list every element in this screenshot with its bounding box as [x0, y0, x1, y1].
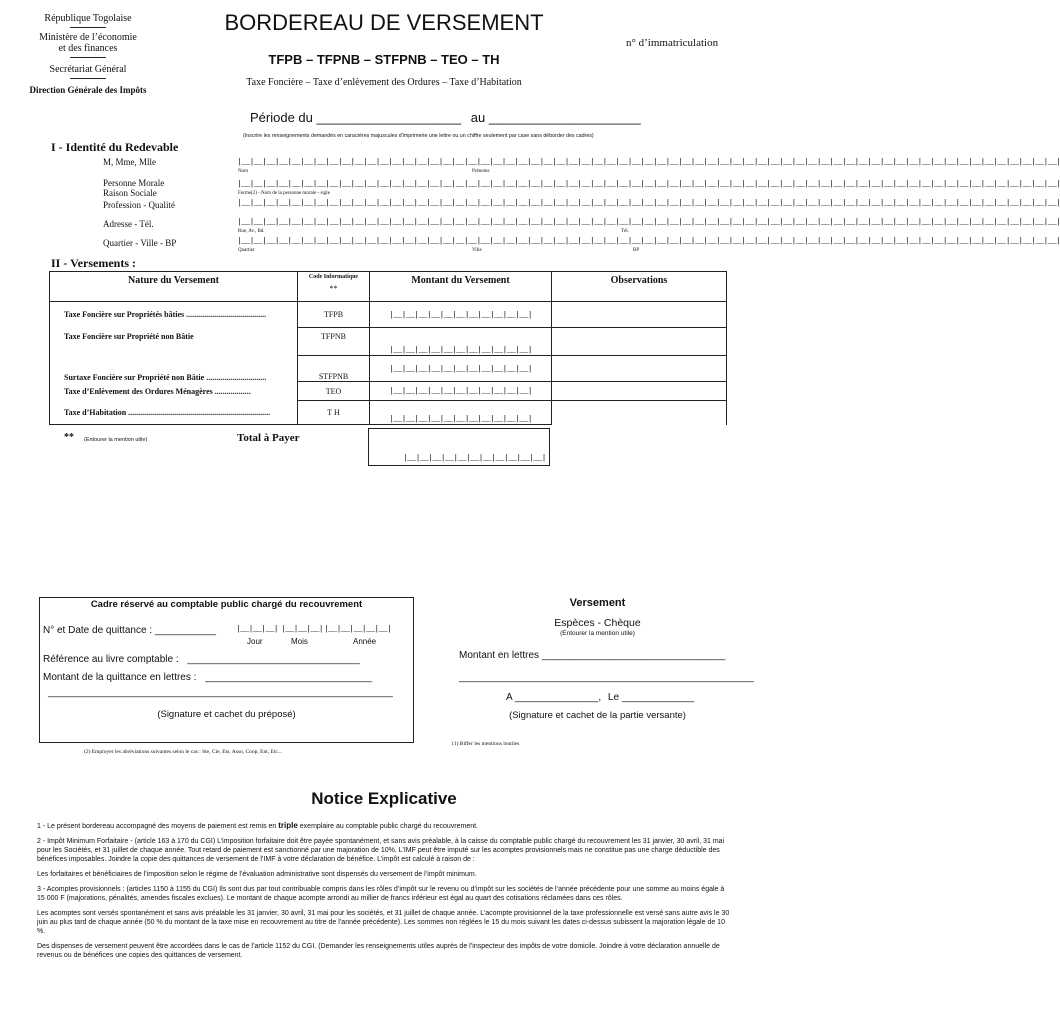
raison-sociale-sub: Forme(2) - Nom de la personne morale - sigle: [238, 191, 330, 196]
notice-text: exemplaire au comptable public chargé du recouvrement.: [299, 823, 478, 830]
notice-title: Notice Explicative: [311, 789, 457, 808]
periode-instruction: (Inscrire les renseignements demandés en caractères majuscules d'imprimerie une lettre ou un chiffre seulement par case sans déborder des cadres): [243, 133, 594, 139]
nature-cell: Taxe d’Enlèvement des Ordures Ménagères ..................: [50, 382, 298, 401]
versement-modes-note: (Entourer la mention utile): [560, 630, 635, 637]
direction-label: Direction Générale des Impôts: [29, 85, 147, 95]
observations-cell[interactable]: [552, 328, 727, 356]
code-cell[interactable]: TEO: [298, 382, 370, 401]
amount-boxes[interactable]: |__|__|__|__|__|__|__|__|__|__|__|: [389, 310, 532, 320]
versement-modes[interactable]: Espèces - Chèque: [554, 617, 641, 629]
immatriculation-label: n° d’immatriculation: [626, 37, 719, 49]
total-label: Total à Payer: [237, 432, 300, 444]
table-row: [50, 382, 727, 401]
notice-paragraph: Les forfaitaires et bénéficiaires de l’imposition selon le régime de l’évaluation administrative sont dispensés du versement de l’impôt minimum.: [37, 871, 477, 878]
montant-quittance-field[interactable]: ______________________________: [205, 672, 373, 683]
page-subtitle: TFPB – TFPNB – STFPNB – TEO – TH: [268, 52, 500, 67]
cadre-title: Cadre réservé au comptable public chargé du recouvrement: [90, 599, 363, 610]
notice-paragraph: Les acomptes sont versés spontanément et sans avis préalable les 31 janvier, 30 avril, 31 mai pour les sociétés, et 31 juillet de chaque année. L’acompte provisionnel de la taxe professionnelle est versé sans autre avis le 30 juin au plus tard de chaque année (50 % du montant de la taxe mise en recouvrement au titre de l’année précédente). Les sommes non réglées le 15 du mois suivant les dates ci-dessus subissent la majoration légale de 10 %.: [37, 910, 730, 935]
footnote-text: (Entourer la mention utile): [84, 437, 148, 443]
quittance-label: N° et Date de quittance :: [43, 625, 153, 636]
nature-cell: Taxe d’Habitation .......................................................................: [50, 401, 298, 425]
quittance-field[interactable]: ___________: [154, 625, 217, 636]
versements-table: [49, 271, 727, 425]
notice-paragraph: 2 - Impôt Minimum Forfaitaire - (article 163 à 170 du CGI) L’imposition forfaitaire doit être payée spontanément, et sans avis préalable, à la caisse du comptable public chargé du recouvrement les 31 janvier, 30 avril, 31 mai pour les Sociétés, et 31 juillet de chaque année. Tout retard de paiement est sanctionné par une majoration de 10%. L’IMF peut être imputé sur les acomptes provisionnels mais ne constitue pas une charge déductible des bénéfices imposables. Joindre la copie des quittances de versement de l’IMF à votre déclaration de bénéfice. L’impôt est calculé à raison de :: [37, 838, 725, 863]
quartier-label: Quartier - Ville - BP: [103, 238, 177, 248]
civilite-label: M, Mme, Mlle: [103, 157, 156, 167]
quittance-row: [43, 625, 216, 636]
montant-quittance-label: Montant de la quittance en lettres :: [43, 672, 197, 683]
reference-row: [43, 654, 360, 665]
date-label: Le: [607, 692, 620, 703]
ministere-label-2: et des finances: [58, 43, 118, 54]
republique-label: République Togolaise: [44, 13, 132, 24]
code-cell[interactable]: TFPNB: [298, 328, 370, 356]
nom-boxes[interactable]: |__|__|__|__|__|__|__|__|__|__|__|__|__|__|__|__|__|__|__|__|__|__|__|__|__|__|__|__|__|__|__|__|__|__|__|__|__|__|__|__|__|__|__|__|__|__|__|__|__|__|__|__|__|__|__|__|__|__|__|__|__|__|__|__|__|: [237, 158, 1060, 167]
code-cell[interactable]: TFPB: [298, 302, 370, 328]
montant-lettres-row: [459, 650, 725, 661]
secretariat-label: Secrétariat Général: [49, 64, 127, 75]
montant-lettres-field[interactable]: _________________________________: [541, 650, 726, 661]
tel-sub: Tél.: [621, 229, 629, 234]
col-code-label: Code Informatique: [308, 274, 359, 280]
section2-title: II - Versements :: [51, 256, 136, 270]
divider: [70, 78, 106, 79]
biffer-footnote: (1) Biffer les mentions inutiles: [452, 741, 520, 747]
periode-du-label: Période du: [250, 110, 313, 125]
notice-text: 1 - Le présent bordereau accompagné des moyens de paiement est remis en: [37, 823, 277, 830]
periode-du-field[interactable]: ____________________: [316, 110, 462, 125]
table-row: [50, 356, 727, 382]
ministere-label-1: Ministère de l’économie: [39, 32, 137, 43]
notice-paragraph: Des dispenses de versement peuvent être accordées dans le cas de l’article 1152 du CGI. (Demander les renseignements utiles auprès de l’inspecteur des impôts de votre domicile. Joindre à votre déclaration annuelle de revenus ou de bénéfices une copies des quittances de versement.: [37, 943, 720, 959]
notice-body: [37, 821, 731, 966]
montant-lettres-line2[interactable]: _____________________________________________________: [459, 672, 754, 683]
reference-label: Référence au livre comptable :: [43, 654, 179, 665]
nom-sub: Nom: [238, 169, 248, 174]
observations-cell[interactable]: [552, 401, 727, 425]
reference-field[interactable]: _______________________________: [187, 654, 360, 665]
adresse-sub: Rue, Av., Bd.: [238, 229, 265, 234]
bp-sub: BP: [633, 248, 640, 253]
col-nature-header: Nature du Versement: [50, 272, 298, 302]
table-row: [50, 302, 727, 328]
prenoms-sub: Prénoms: [472, 169, 490, 174]
ville-sub: Ville: [472, 248, 482, 253]
versement-title: Versement: [569, 597, 626, 609]
raison-sociale-label: Raison Sociale: [103, 188, 157, 198]
divider: [70, 57, 106, 58]
observations-cell[interactable]: [552, 302, 727, 328]
col-code-mark: **: [329, 284, 338, 293]
nature-cell: Taxe Foncière sur Propriété non Bâtie: [50, 328, 298, 356]
prepose-signature: (Signature et cachet du préposé): [157, 709, 296, 720]
amount-boxes[interactable]: |__|__|__|__|__|__|__|__|__|__|__|: [389, 387, 532, 396]
col-code-header: [298, 272, 370, 302]
jour-label: Jour: [247, 637, 263, 646]
periode-au-field[interactable]: _____________________: [488, 110, 641, 125]
total-amount-box[interactable]: [368, 428, 550, 466]
versante-signature: (Signature et cachet de la partie versante): [509, 710, 686, 721]
nature-cell: Taxe Foncière sur Propriétés bâties ........................................: [50, 302, 298, 328]
observations-cell[interactable]: [552, 382, 727, 401]
mois-boxes[interactable]: |__|__|__|: [281, 625, 324, 634]
table-row: [50, 401, 727, 425]
montant-quittance-row: [43, 672, 372, 683]
profession-label: Profession - Qualité: [103, 200, 175, 210]
code-cell[interactable]: T H: [298, 401, 370, 425]
montant-quittance-line2[interactable]: ______________________________________________________________: [48, 687, 393, 698]
section1-title: I - Identité du Redevable: [51, 140, 179, 154]
notice-paragraph: 3 - Acomptes provisionnels : (articles 1150 à 1155 du CGI) Ils sont dus par tout contribuable compris dans les rôles d’impôt sur le revenu ou d’impôt sur les sociétés de l’année précédente pour une somme au moins égale à 15 000 F (majorations, pénalités, amendes fiscales exclues). Le montant de chaque acompte arrondi au millier de francs inférieur est égal au quart des cotisations réclamées dans ces rôles.: [37, 886, 725, 902]
page-title: BORDEREAU DE VERSEMENT: [224, 10, 544, 35]
cadre-comptable-box: [39, 597, 414, 743]
lieu-field[interactable]: _______________: [514, 692, 599, 703]
lieu-label: A: [506, 692, 513, 703]
quartier-sub: Quartier: [238, 248, 255, 253]
lieu-date-row: A _______________, Le _____________: [506, 692, 695, 703]
nature-cell: Surtaxe Foncière sur Propriété non Bâtie ..............................: [50, 356, 298, 382]
table-row: [50, 328, 727, 356]
raison-sociale-boxes[interactable]: |__|__|__|__|__|__|__|__|__|__|__|__|__|__|__|__|__|__|__|__|__|__|__|__|__|__|__|__|__|__|__|__|__|__|__|__|__|__|__|__|__|__|__|__|__|__|__|__|__|__|__|__|__|__|__|__|__|__|__|__|__|__|__|__|__|: [237, 180, 1060, 189]
periode-row: [250, 110, 641, 125]
adresse-boxes[interactable]: |__|__|__|__|__|__|__|__|__|__|__|__|__|__|__|__|__|__|__|__|__|__|__|__|__|__|__|__|__|__|__|__|__|__|__|__|__|__|__|__|__|__|__|__|__|__|__|__|__|__|__|__|__|__|__|__|__|__|__|__|__|__|__|__|__|: [237, 218, 1060, 227]
total-amount-boxes[interactable]: |__|__|__|__|__|__|__|__|__|__|__|: [403, 454, 546, 463]
code-cell[interactable]: STFPNB: [298, 356, 370, 382]
notice-bold-text: triple: [278, 821, 298, 830]
montant-lettres-label: Montant en lettres: [459, 650, 540, 661]
amount-boxes[interactable]: |__|__|__|__|__|__|__|__|__|__|__|: [389, 415, 532, 424]
taxes-line: Taxe Foncière – Taxe d’enlèvement des Ordures – Taxe d’Habitation: [246, 77, 522, 88]
observations-cell[interactable]: [552, 356, 727, 382]
col-montant-header: Montant du Versement: [370, 272, 552, 302]
profession-boxes[interactable]: |__|__|__|__|__|__|__|__|__|__|__|__|__|__|__|__|__|__|__|__|__|__|__|__|__|__|__|__|__|__|__|__|__|__|__|__|__|__|__|__|__|__|__|__|__|__|__|__|__|__|__|__|__|__|__|__|__|__|__|__|__|__|__|__|__|: [237, 199, 1060, 208]
personne-morale-label: Personne Morale: [103, 178, 165, 188]
annee-label: Année: [353, 637, 377, 646]
notice-paragraph: [37, 821, 731, 831]
amount-boxes[interactable]: |__|__|__|__|__|__|__|__|__|__|__|: [389, 364, 532, 374]
periode-au-label: au: [470, 110, 486, 125]
header-left-block: [8, 13, 168, 96]
quartier-boxes[interactable]: |__|__|__|__|__|__|__|__|__|__|__|__|__|__|__|__|__|__|__|__|__|__|__|__|__|__|__|__|__|__|__|__|__|__|__|__|__|__|__|__|__|__|__|__|__|__|__|__|__|__|__|__|__|__|__|__|__|__|__|__|__|__|__|__|__|: [237, 237, 1060, 246]
amount-boxes[interactable]: |__|__|__|__|__|__|__|__|__|__|__|: [389, 346, 532, 355]
mois-label: Mois: [291, 637, 308, 646]
annee-boxes[interactable]: |__|__|__|__|__|: [324, 625, 392, 634]
footnote-mark: **: [64, 432, 74, 443]
divider: [70, 27, 106, 28]
date-field[interactable]: _____________: [621, 692, 695, 703]
col-observations-header: Observations: [552, 272, 727, 302]
adresse-label: Adresse - Tél.: [103, 219, 154, 229]
jour-boxes[interactable]: |__|__|__|: [236, 625, 279, 634]
abreviations-footnote: (2) Employer les abréviations suivantes selon le cas : Ste, Cie, Ets, Asso, Coop, Ent, Etc...: [84, 749, 282, 755]
